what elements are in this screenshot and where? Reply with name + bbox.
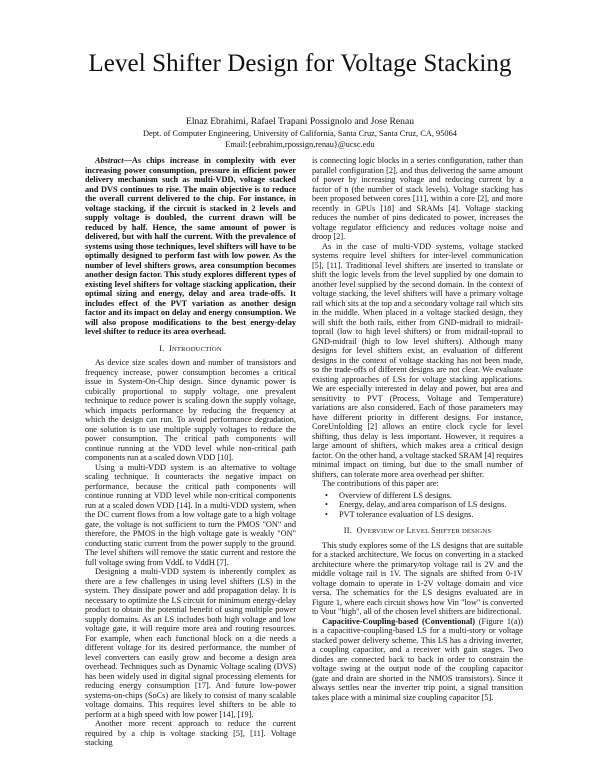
intro-paragraph-5: As in the case of multi-VDD systems, voltage stacked systems require level shifters for inter-level communication [5], [11]. Traditional level shifters are inserted to translate or shift the logic levels from the level supplied by one domain to another level supplied by the second domain. In the context of voltage stacking, the level shifters will have a primary voltage rail which sits at the top and a secondary voltage rail which sits in the middle. When placed in a voltage stacked design, they will shift the both rails, either from GND-midrail to midrail-toprail (low to high level shifters) or from midrail-toprail to GND-midrail (high to low level shifters). Although many designs for level shifters exist, an evaluation of different designs in the context of voltage stacking has not been made, so the trade-offs of different designs are not clear. We evaluate existing approaches of LSs for voltage stacking applications. We are especially interested in delay and power, but area and sensitivity to PVT (Process, Voltage and Temperature) variations are also considered. Each of those parameters may have different priority in different designs. For instance, CoreUnfolding [2] allows an entire clock cycle for level shifting, thus delay is less important. However, it requires a large amount of shifters, which makes area a critical design factor. On the other hand, a voltage stacked SRAM [4] requires minimal impact on timing, but due to the small number of shifters, can tolerate more area overhead per shifter. [312,241,523,479]
abstract [85,156,296,337]
section-number: II. [343,526,352,535]
list-item: • PVT tolerance evaluation of LS designs. [312,510,523,520]
overview-paragraph-2 [312,617,523,703]
design-description: (Figure 1(a)) is a capacitive-coupling-based LS for a multi-story or voltage stacked power delivery scheme. This LS has a driving inverter, a coupling capacitor, and a receiver with gain stages. Two diodes are connected back to back in order to constrain the voltage swing at the output node of the coupling capacitor (gate and drain are shorted in the NMOS transistors). Since it always settles near the inverter trip point, a signal transition takes place with a minimal size coupling capacitor [5]. [312,616,523,702]
intro-paragraph-3: Designing a multi-VDD system is inherently complex as there are a few challenges in using level shifters (LS) in the system. They dissipate power and add propagation delay. It is necessary to optimize the LS circuit for minimum energy-delay product to obtain the potential benefit of using multiple power supply domains. As an LS includes both high voltage and low voltage gate, it will require more area and routing resources. For example, when each functional block on a die needs a different voltage for its desired performance, the number of level converters can easily grow and become a design area overhead. Techniques such as Dynamic Voltage scaling (DVS) has been widely used in digital signal processing elements for reducing energy consumption [17]. And future low-power systems-on-chips (SoCs) are likely to consist of many scalable voltage domains. This requires level shifters to be able to perform at a high speed with low power [14], [19]. [85,567,296,719]
section-heading-cap: I [169,343,172,353]
section-heading-introduction [85,344,296,355]
section-heading-overview [312,526,523,537]
author-list: Elnaz Ebrahimi, Rafael Trapani Possignolo and Jose Renau [185,116,415,127]
intro-paragraph-2: Using a multi-VDD system is an alternative to voltage scaling technique. It counteracts the negative impact on performance, because the critical path components will continue running at VDD level while non-critical components run at a scaled down VDD [14]. In a multi-VDD system, when the DC current flows from a low voltage gate to a high voltage gate, the voltage is not sufficient to turn the PMOS "ON" and therefore, the PMOS in the high voltage gate is weakly "ON" conducting static current from the power supply to the ground. The level shifters will remove the static current and restore the full voltage swing from VddL to VddH [7]. [85,462,296,567]
abstract-label: Abstract [95,156,124,165]
contributions-list [312,491,523,520]
list-item: • Energy, delay, and area comparison of LS designs. [312,500,523,510]
intro-paragraph-1: As device size scales down and number of transistors and frequency increase, power consumption becomes a critical issue in System-On-Chip design. Since dynamic power is cubically proportional to supply voltage, one prevalent technique to reduce power is scaling down the supply voltage, which impacts performance by reducing the frequency at which the design can run. To avoid performance degradation, one solution is to use multiple supply voltages to reduce the power consumption. The critical path components will continue running at the VDD level while non-critical path components run at a scaled down VDD [10]. [85,358,296,462]
design-name: Capacitive-Coupling-based (Conventional) [322,616,476,626]
section-heading-cap: S [430,526,436,535]
paper-title: Level Shifter Design for Voltage Stacking [88,50,512,77]
right-column [312,156,523,702]
intro-paragraph-4-continued: is connecting logic blocks in a series configuration, rather than parallel configuration [2], and thus delivering the same amount of power by increasing voltage and reducing current by a factor of n (the number of stack levels). Voltage stacking has been proposed between cores [11], within a core [2], and more recently in GPUs [18] and SRAMs [4]. Voltage stacking reduces the number of pins dedicated to power, increases the voltage regulator efficiency and reduces voltage noise and droop [2]. [312,156,523,241]
section-heading-cap: L [406,526,412,535]
list-item: • Overview of different LS designs. [312,491,523,501]
section-heading-rest: VERVIEW OF [362,528,407,535]
overview-paragraph-1: This study explores some of the LS designs that are suitable for a stacked architecture. We focus on converting in a stacked architecture where the primary/top voltage rail is 2V and the middle voltage rail is 1V. The signals are shifted from 0-1V voltage domain to operate in 1-2V voltage domain and vice versa. The schematics for the LS designs evaluated are in Figure 1, where each circuit shows how Vin "low" is converted to Vout "high", all of the chosen level shifters are bidirectional. [312,540,523,616]
affiliation: Dept. of Computer Engineering, University of California, Santa Cruz, Santa Cruz, CA, 95064 [142,129,457,138]
author-email: Email:{eebrahim,rpossign,renau}@ucsc.edu [225,140,375,149]
abstract-text: —As chips increase in complexity with ever increasing power consumption, pressure in efficient power delivery mechanism such as multi-VDD, voltage stacked and DVS continues to rise. The main objective is to reduce the overall current delivered to the chip. For instance, in voltage stacking, if the circuit is stacked in 2 levels and supply voltage is doubled, the current drawn will be reduced by half. Hence, the same amount of power is delivered, but with half the current. With the prevalence of systems using those techniques, level shifters will have to be optimally designed to perform fast with low power. As the number of level shifters grows, area consumption becomes another design factor. This study explores different types of existing level shifters for voltage stacking application, their optimal sizing and energy, delay and area trade-offs. It includes effect of the PVT variation as another design factor and its impact on delay and energy consumption. We will also propose modifications to the best energy-delay level shifter to reduce its area overhead. [85,156,296,336]
contributions-lead: The contributions of this paper are: [322,479,439,488]
section-heading-rest: NTRODUCTION [171,345,222,353]
left-column [85,156,296,748]
section-heading-rest: HIFTER DESIGNS [435,528,492,535]
section-heading-cap: O [356,526,363,535]
section-heading-rest: EVEL [411,528,431,535]
section-number: I. [159,343,165,353]
intro-paragraph-4: Another more recent approach to reduce the current required by a chip is voltage stacking [5], [11]. Voltage stacking [85,719,296,747]
